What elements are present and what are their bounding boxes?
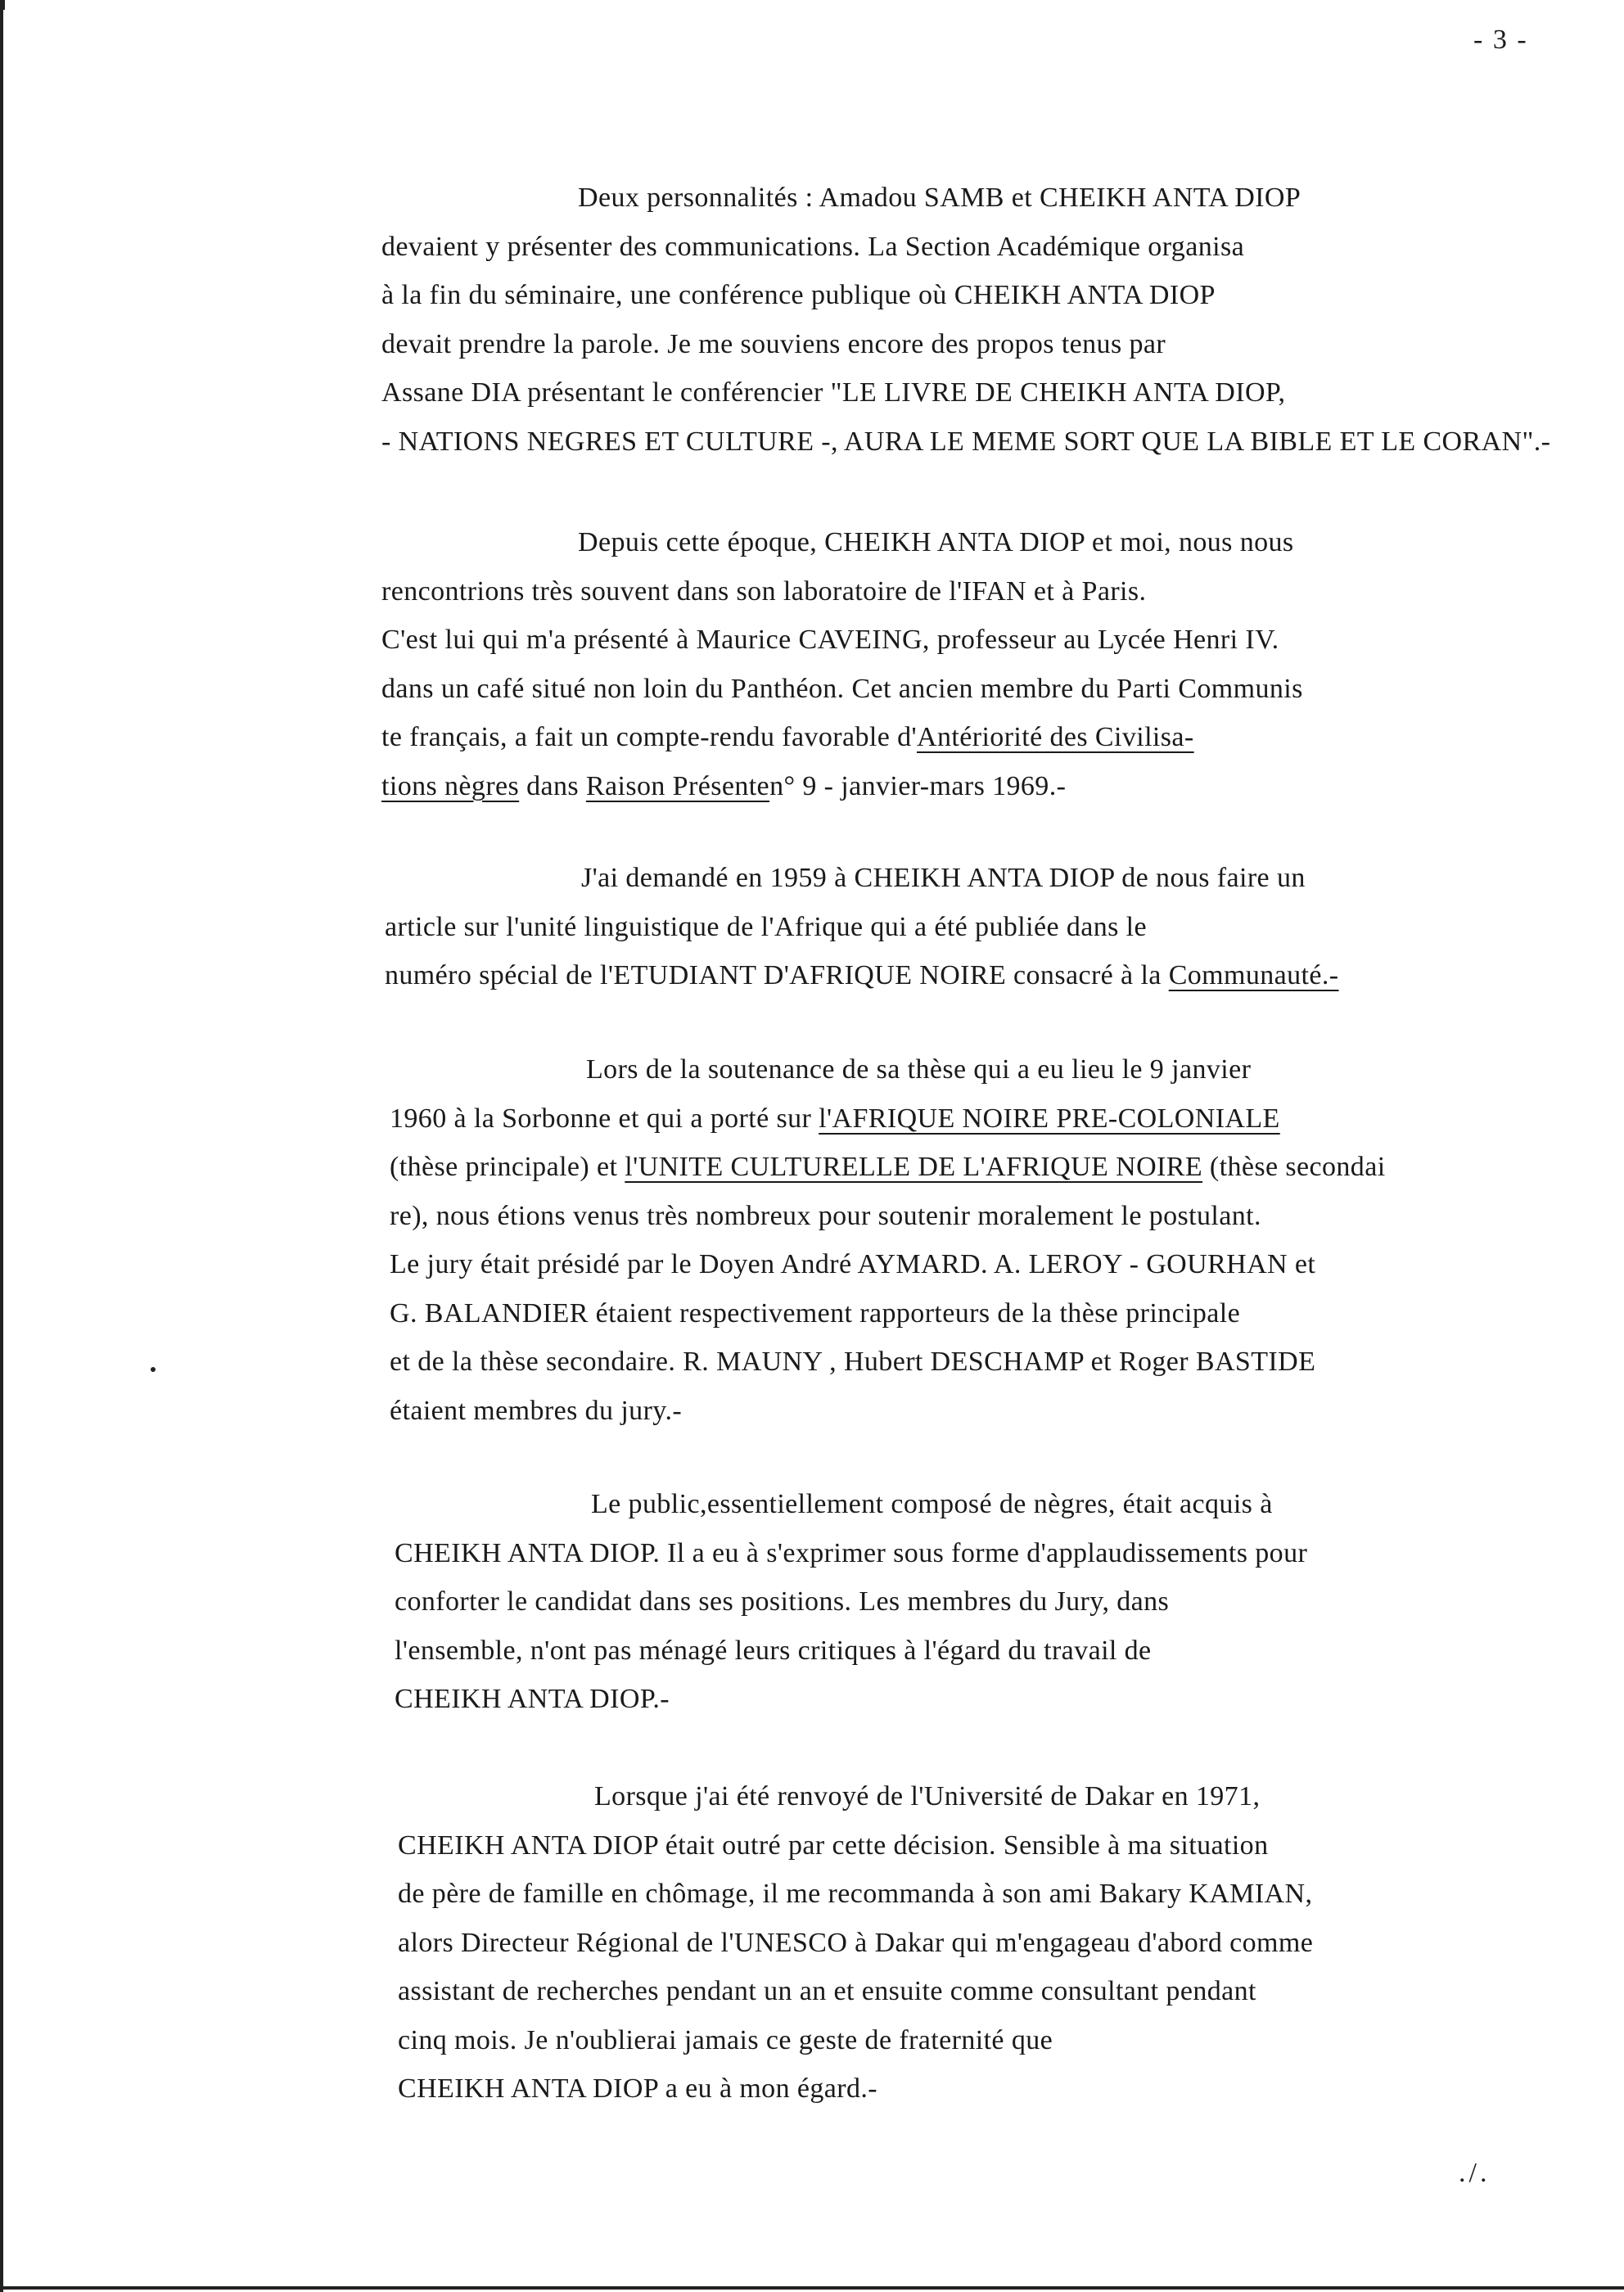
paragraph-line: J'ai demandé en 1959 à CHEIKH ANTA DIOP de nous faire un: [581, 863, 1306, 893]
underlined-book-title: Antériorité des Civilisa-: [917, 722, 1194, 752]
paragraph-line: étaient membres du jury.-: [390, 1395, 683, 1426]
paragraph-line: article sur l'unité linguistique de l'Afrique qui a été publiée dans le: [385, 911, 1147, 942]
scan-margin-dot: [151, 1367, 156, 1372]
paragraph-line: Depuis cette époque, CHEIKH ANTA DIOP et moi, nous nous: [578, 527, 1294, 557]
paragraph-line: devait prendre la parole. Je me souviens encore des propos tenus par: [381, 328, 1166, 359]
paragraph-line: conforter le candidat dans ses positions. Les membres du Jury, dans: [395, 1586, 1170, 1617]
underlined-thesis-title: l'AFRIQUE NOIRE PRE-COLONIALE: [819, 1103, 1280, 1134]
scan-left-border: [0, 0, 3, 2292]
underlined-thesis-title: l'UNITE CULTURELLE DE L'AFRIQUE NOIRE: [625, 1152, 1203, 1182]
page-number: - 3 -: [1473, 25, 1528, 55]
paragraph-line: de père de famille en chômage, il me recommanda à son ami Bakary KAMIAN,: [398, 1879, 1313, 1909]
paragraph-line: [390, 1094, 1624, 1144]
paragraph-line: dans un café situé non loin du Panthéon. Cet ancien membre du Parti Communis: [381, 673, 1303, 704]
paragraph-line: re), nous étions venus très nombreux pour soutenir moralement le postulant.: [390, 1200, 1261, 1231]
line-text: dans: [526, 770, 580, 801]
paragraph-line: alors Directeur Régional de l'UNESCO à Dakar qui m'engageau d'abord comme: [398, 1927, 1314, 1958]
paragraph-4: [390, 1045, 1624, 1435]
line-text: numéro spécial de l'ETUDIANT D'AFRIQUE NOIRE consacré à la: [385, 960, 1169, 990]
paragraph-line: CHEIKH ANTA DIOP. Il a eu à s'exprimer sous forme d'applaudissements pour: [395, 1537, 1308, 1568]
paragraph-line: CHEIKH ANTA DIOP.-: [395, 1684, 670, 1714]
paragraph-line: CHEIKH ANTA DIOP a eu à mon égard.-: [398, 2073, 878, 2104]
underlined-book-title: tions nègres: [381, 770, 520, 801]
continuation-mark: ./.: [1459, 2158, 1491, 2188]
paragraph-line: C'est lui qui m'a présenté à Maurice CAVEING, professeur au Lycée Henri IV.: [381, 625, 1279, 655]
paragraph-line: Le public,essentiellement composé de nègres, était acquis à: [591, 1489, 1273, 1519]
paragraph-line: et de la thèse secondaire. R. MAUNY , Hubert DESCHAMP et Roger BASTIDE: [390, 1347, 1316, 1377]
paragraph-line: assistant de recherches pendant un an et ensuite comme consultant pendant: [398, 1976, 1256, 2006]
paragraph-line: Lors de la soutenance de sa thèse qui a eu lieu le 9 janvier: [586, 1054, 1252, 1085]
paragraph-line: à la fin du séminaire, une conférence publique où CHEIKH ANTA DIOP: [381, 280, 1216, 310]
scan-top-mark: [2, 0, 5, 10]
paragraph-line: rencontrions très souvent dans son laboratoire de l'IFAN et à Paris.: [381, 575, 1147, 607]
paragraph-line: Assane DIA présentant le conférencier "LE LIVRE DE CHEIKH ANTA DIOP,: [381, 377, 1286, 408]
paragraph-line: G. BALANDIER étaient respectivement rapporteurs de la thèse principale: [390, 1297, 1241, 1329]
scan-bottom-border: [0, 2286, 1624, 2290]
paragraph-line: Deux personnalités : Amadou SAMB et CHEIKH ANTA DIOP: [578, 183, 1301, 213]
paragraph-2: [381, 518, 1624, 810]
paragraph-line: CHEIKH ANTA DIOP était outré par cette décision. Sensible à ma situation: [398, 1830, 1269, 1861]
line-text: n° 9 - janvier-mars 1969.-: [769, 770, 1067, 801]
paragraph-line: Lorsque j'ai été renvoyé de l'Université de Dakar en 1971,: [594, 1781, 1261, 1811]
line-text: 1960 à la Sorbonne et qui a porté sur: [390, 1103, 819, 1134]
paragraph-6: [398, 1772, 1624, 2114]
line-text: (thèse secondai: [1202, 1152, 1386, 1182]
paragraph-5: [395, 1480, 1624, 1724]
underlined-journal-title: Raison Présente: [585, 770, 770, 801]
underlined-title: Communauté.-: [1168, 960, 1339, 990]
paragraph-line: Le jury était présidé par le Doyen André AYMARD. A. LEROY - GOURHAN et: [390, 1249, 1316, 1279]
paragraph-line: cinq mois. Je n'oublierai jamais ce geste de fraternité que: [398, 2024, 1053, 2055]
line-text: (thèse principale) et: [390, 1152, 625, 1182]
paragraph-line: - NATIONS NEGRES ET CULTURE -, AURA LE MEME SORT QUE LA BIBLE ET LE CORAN".-: [381, 426, 1551, 457]
line-text: te français, a fait un compte-rendu favorable d': [381, 722, 918, 752]
paragraph-line: [385, 951, 1624, 1000]
paragraph-3: [385, 854, 1624, 1000]
paragraph-1: [381, 174, 1624, 466]
paragraph-line: l'ensemble, n'ont pas ménagé leurs critiques à l'égard du travail de: [395, 1635, 1152, 1666]
paragraph-line: devaient y présenter des communications. La Section Académique organisa: [381, 231, 1245, 262]
paragraph-line: [381, 713, 1624, 762]
paragraph-line: [390, 1143, 1624, 1192]
paragraph-line: [381, 762, 1624, 811]
